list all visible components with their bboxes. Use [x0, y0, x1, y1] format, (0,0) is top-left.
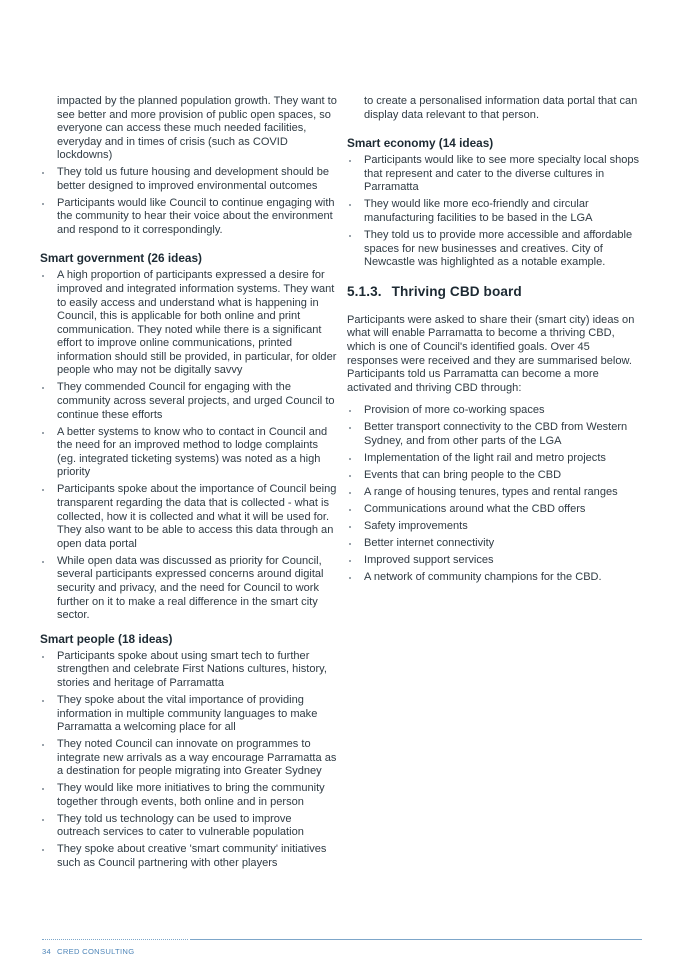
left-column: [40, 95, 337, 874]
section-heading: [347, 284, 643, 300]
continued-paragraph: impacted by the planned population growth. They want to see better and more provision of public open spaces, so everyone can access these much needed facilities, everyday and in times of crisis (such as COVID lockdowns): [57, 95, 337, 162]
list-item: They commended Council for engaging with the community across several projects, and urged Council to continue these efforts: [40, 381, 337, 422]
smart-economy-heading: Smart economy (14 ideas): [347, 136, 494, 151]
list-item: Participants spoke about using smart tech to further strengthen and celebrate First Nations cultures, history, stories and heritage of Parramatta: [40, 650, 337, 691]
page-footer: [42, 935, 642, 965]
section-intro-paragraph: Participants were asked to share their (smart city) ideas on what will enable Parramatta to become a thriving CBD, which is one of Council's identified goals. Over 45 responses were received and they are summarised below. Participants told us Parramatta can become a more activated and thriving CBD through:: [347, 313, 635, 394]
list-item: While open data was discussed as priority for Council, several participants expressed concerns around digital security and privacy, and the need for Council to work further on it to make a real difference in the smart city sector.: [40, 555, 337, 623]
environment-bullet-list: [40, 166, 337, 237]
list-item: A high proportion of participants expressed a desire for improved and integrated information systems. They want to easily access and understand what is happening in Council, this is applicable for both online and print communication. They noted while there is a significant effort to improve online communications, printed information should still be provided, in particular, for older people who may not be digitally savvy: [40, 269, 337, 378]
list-item: Events that can bring people to the CBD: [347, 469, 643, 483]
list-item: They told us to provide more accessible and affordable spaces for new businesses and creatives. City of Newcastle was highlighted as a notable example.: [347, 229, 643, 270]
list-item: They spoke about creative 'smart community' initiatives such as Council partnering with other players: [40, 843, 337, 870]
page-number: 34: [42, 947, 52, 956]
publisher-name: CRED CONSULTING: [57, 947, 135, 956]
list-item: They told us technology can be used to improve outreach services to cater to vulnerable population: [40, 813, 337, 840]
list-item: A better systems to know who to contact in Council and the need for an improved method to lodge complaints (eg. integrated ticketing systems) was noted as a high priority: [40, 426, 337, 480]
list-item: A network of community champions for the CBD.: [347, 571, 643, 585]
smart-government-bullet-list: [40, 269, 337, 622]
list-item: They would like more initiatives to bring the community together through events, both online and in person: [40, 782, 337, 809]
list-item: They told us future housing and development should be better designed to improved environmental outcomes: [40, 166, 337, 193]
list-item: Safety improvements: [347, 520, 643, 534]
list-item: A range of housing tenures, types and rental ranges: [347, 486, 643, 500]
list-item: Participants would like to see more specialty local shops that represent and cater to the diverse cultures in Parramatta: [347, 154, 643, 195]
list-item: Better internet connectivity: [347, 537, 643, 551]
footer-text: [42, 947, 134, 956]
list-item: Participants would like Council to continue engaging with the community to hear their voice about the environment and respond to it correspondingly.: [40, 197, 337, 238]
list-item: Communications around what the CBD offers: [347, 503, 643, 517]
section-title: Thriving CBD board: [391, 283, 522, 299]
list-item: Provision of more co-working spaces: [347, 404, 643, 418]
smart-government-heading: Smart government (26 ideas): [40, 251, 202, 266]
cbd-bullet-list: [347, 404, 643, 584]
smart-people-heading: Smart people (18 ideas): [40, 631, 173, 646]
list-item: Better transport connectivity to the CBD from Western Sydney, and from other parts of the LGA: [347, 421, 643, 448]
list-item: Participants spoke about the importance of Council being transparent regarding the data that is collected - what is collected, how it is collected and what it will be used for. They also want to be able to access this data through an open data portal: [40, 483, 337, 551]
list-item: They noted Council can innovate on programmes to integrate new arrivals as a way encourage Parramatta as a destination for people migrating into Greater Sydney: [40, 738, 337, 779]
continued-paragraph: to create a personalised information data portal that can display data relevant to that person.: [364, 95, 638, 121]
list-item: They spoke about the vital importance of providing information in multiple community languages to make Parramatta a welcoming place for all: [40, 694, 337, 735]
list-item: Implementation of the light rail and metro projects: [347, 452, 643, 466]
list-item: Improved support services: [347, 554, 643, 568]
footer-rule: [190, 939, 642, 940]
right-column: [347, 95, 643, 588]
list-item: They would like more eco-friendly and circular manufacturing facilities to be based in the LGA: [347, 198, 643, 225]
smart-people-bullet-list: [40, 650, 337, 871]
footer-dotted-rule: [42, 939, 188, 940]
smart-economy-bullet-list: [347, 154, 643, 270]
section-number: 5.1.3.: [347, 283, 382, 299]
